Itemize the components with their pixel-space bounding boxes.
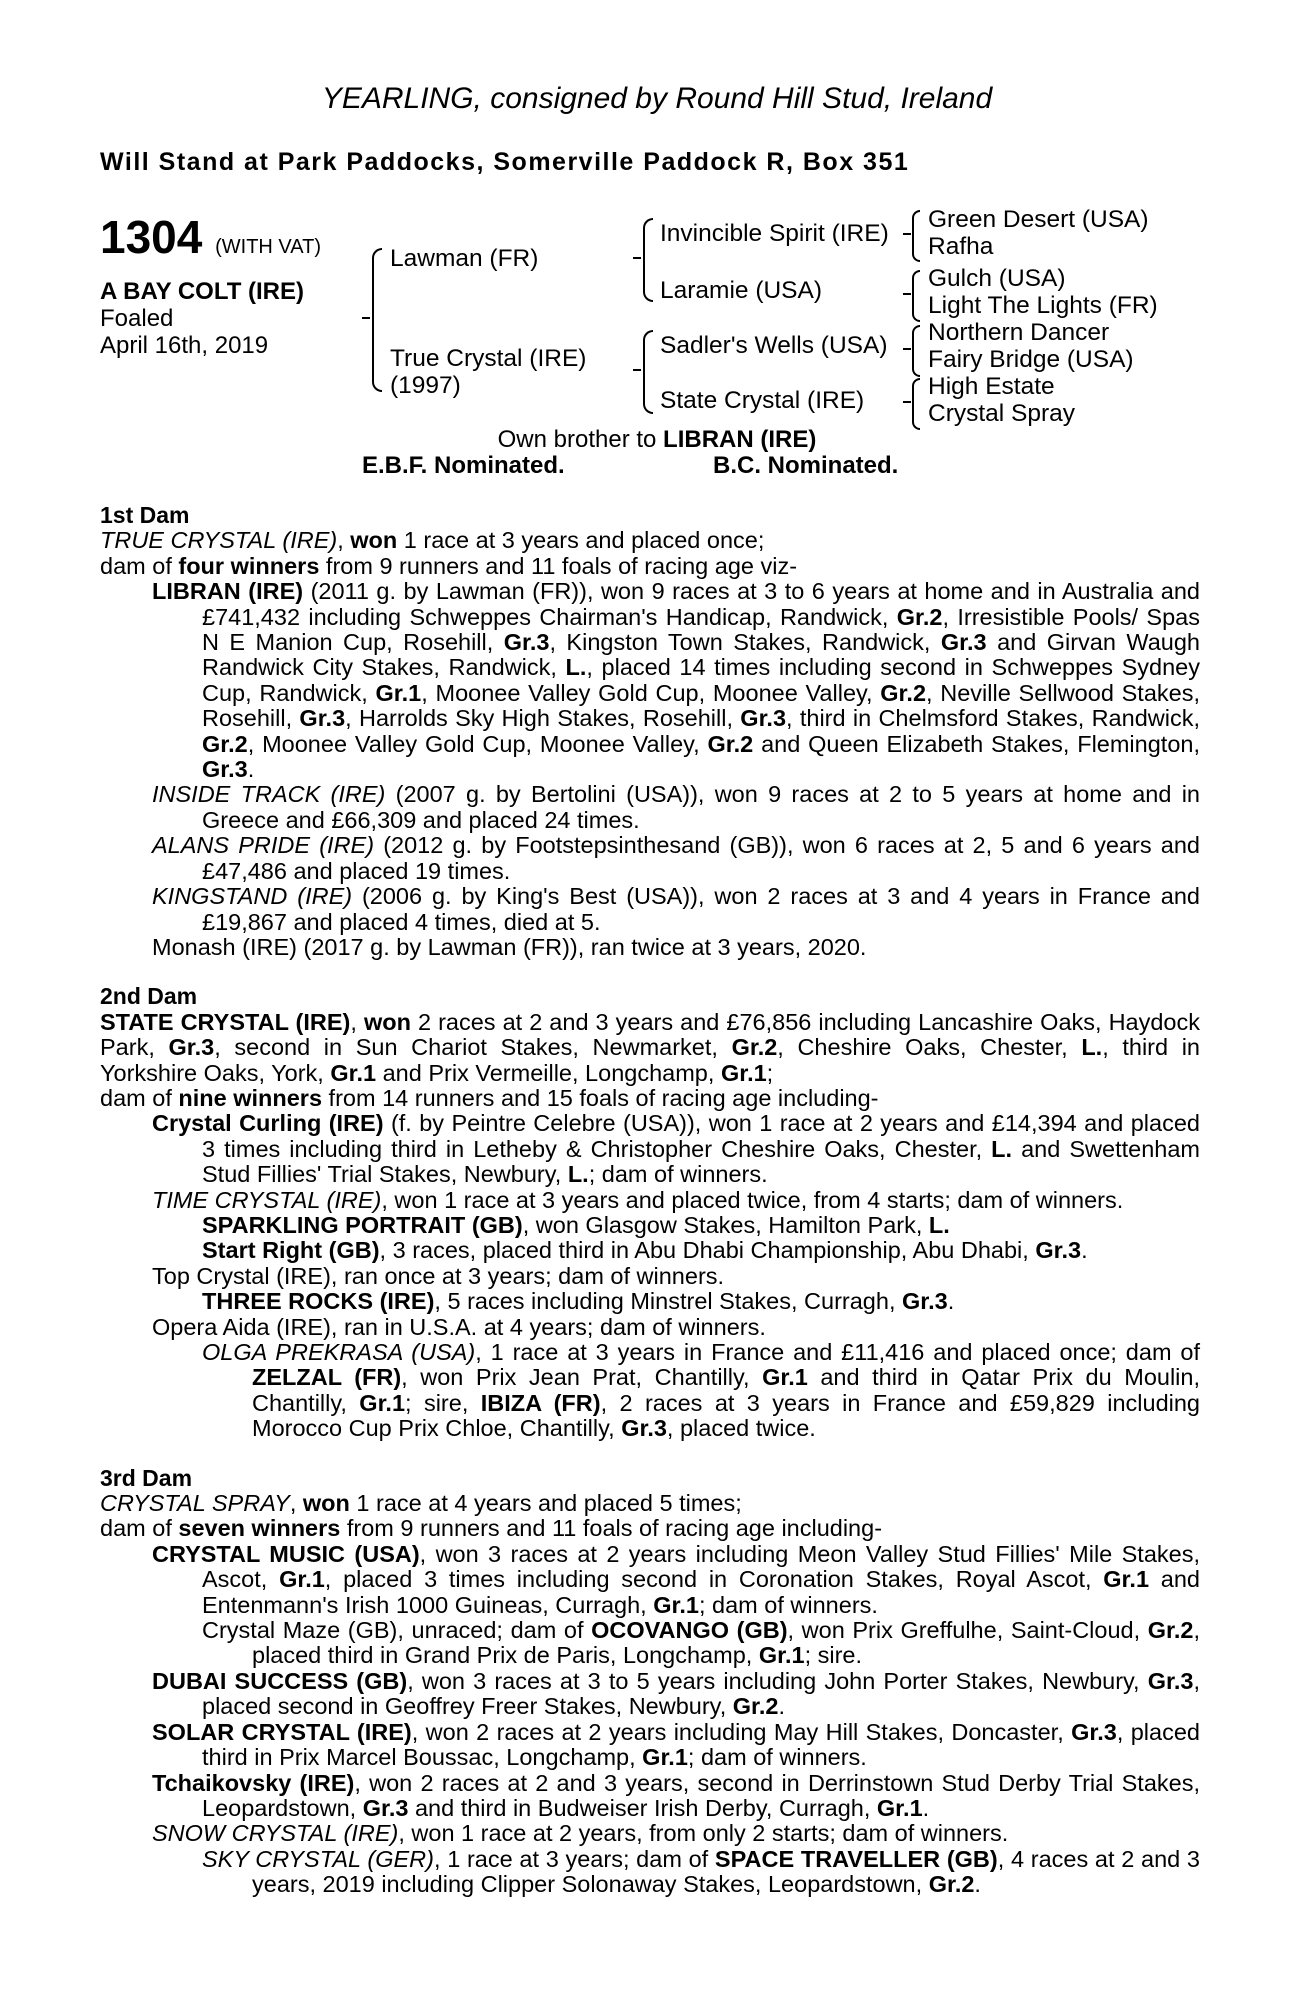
pedigree-sd-sire: Gulch (USA) <box>928 265 1066 292</box>
entry-text: 1 race at 3 years and placed once; <box>397 527 765 554</box>
pedigree-brace-ss <box>912 210 920 262</box>
entry-text: (2007 g. by Bertolini (USA)), won 9 races at 2 to 5 years at home and in Greece and £66,309 and placed 24 times. <box>202 781 1200 833</box>
entry-text: Gr.3 <box>902 1288 948 1315</box>
entry-text: Gr.1 <box>359 1389 406 1416</box>
entry-text: seven winners <box>178 1515 341 1542</box>
entry-text: L. <box>991 1135 1013 1162</box>
lot-number: 1304 <box>100 211 203 263</box>
stand-location: Will Stand at Park Paddocks, Somerville Paddock R, Box 351 <box>100 148 910 176</box>
section-entry <box>202 1289 1200 1314</box>
section-heading: 2nd Dam <box>100 983 198 1010</box>
ebf-note: E.B.F. Nominated. <box>362 452 565 479</box>
pedigree-dam: True Crystal (IRE) <box>390 345 587 372</box>
entry-text: Gr.1 <box>642 1744 688 1771</box>
entry-text: Gr.2 <box>880 679 927 706</box>
brother-prefix: Own brother to <box>497 426 657 453</box>
section-entry <box>202 1340 1200 1442</box>
foaled-label: Foaled <box>100 305 174 332</box>
entry-text: ; sire, <box>405 1389 481 1416</box>
pedigree-sire: Lawman (FR) <box>390 245 539 272</box>
pedigree-dam-year: (1997) <box>390 372 461 399</box>
entry-text: . <box>922 1794 930 1821</box>
entry-text: and third in Qatar Prix du Moulin, Chantilly, <box>252 1364 1201 1416</box>
entry-text: Gr.1 <box>330 1059 377 1086</box>
entry-text: , won 2 races at 2 years including May Hill Stakes, Doncaster, <box>411 1718 1072 1745</box>
entry-text: , 1 race at 3 years; dam of <box>433 1845 715 1872</box>
entry-text: , 1 race at 3 years in France and £11,416 and placed once; dam of <box>475 1339 1200 1365</box>
entry-text: and Entenmann's Irish 1000 Guineas, Curragh, <box>202 1566 1200 1618</box>
entry-text: SPARKLING PORTRAIT (GB) <box>202 1211 523 1238</box>
entry-text: and Prix Vermeille, Longchamp, <box>376 1059 721 1086</box>
pedigree-brace-sd <box>912 270 920 322</box>
pedigree-brace-sire <box>643 218 653 302</box>
entry-text: , 5 races including Minstrel Stakes, Curragh, <box>434 1288 902 1315</box>
entry-text: , won Prix Greffulhe, Saint-Cloud, <box>787 1617 1148 1644</box>
entry-text: , won Glasgow Stakes, Hamilton Park, <box>522 1211 929 1238</box>
entry-text: STATE CRYSTAL (IRE) <box>100 1008 351 1035</box>
entry-text: Gr.1 <box>720 1059 767 1086</box>
pedigree-brace-dam-tip <box>633 369 641 371</box>
entry-text: four winners <box>178 552 320 579</box>
entry-text: SOLAR CRYSTAL (IRE) <box>152 1718 412 1745</box>
pedigree-ss-dam: Rafha <box>928 233 994 260</box>
entry-text: ; dam of winners. <box>698 1591 878 1618</box>
pedigree-ds-sire: Northern Dancer <box>928 319 1110 346</box>
pedigree-sire-sire: Invincible Spirit (IRE) <box>660 220 889 247</box>
entry-text: ; dam of winners. <box>588 1161 768 1188</box>
entry-text: KINGSTAND (IRE) <box>152 883 353 910</box>
section-entry <box>100 1516 1200 1541</box>
entry-text: , Moonee Valley Gold Cup, Moonee Valley, <box>247 730 708 757</box>
entry-text: , placed third in Grand Prix de Paris, Longchamp, <box>252 1617 1201 1669</box>
section-entry <box>202 1213 1200 1238</box>
section-entry <box>202 1847 1200 1898</box>
entry-text: , won 1 race at 2 years, from only 2 starts; dam of winners. <box>398 1820 1009 1847</box>
brother-name: LIBRAN (IRE) <box>663 426 817 453</box>
entry-text: Gr.1 <box>758 1642 805 1669</box>
section-entry <box>152 1315 1200 1340</box>
entry-text: Gr.3 <box>1147 1667 1194 1694</box>
pedigree-brace-ds-tip <box>903 348 911 350</box>
entry-text: , won 3 races at 2 years including Meon Valley Stud Fillies' Mile Stakes, Ascot, <box>202 1540 1200 1593</box>
entry-text: Gr.3 <box>362 1794 409 1821</box>
entry-text: Gr.1 <box>876 1794 923 1821</box>
section-entry <box>152 1720 1200 1771</box>
entry-text: , 4 races at 2 and 3 years, 2019 including Clipper Solonaway Stakes, Leopardstown, <box>252 1845 1201 1898</box>
entry-text: OLGA PREKRASA (USA) <box>202 1339 476 1365</box>
section-entry <box>152 1821 1200 1846</box>
entry-text: , placed second in Geoffrey Freer Stakes, Newbury, <box>202 1667 1200 1720</box>
entry-text: won <box>302 1490 350 1517</box>
pedigree-dam-dam: State Crystal (IRE) <box>660 387 865 414</box>
entry-text: , <box>289 1490 303 1517</box>
entry-text: dam of <box>100 1084 179 1111</box>
entry-text: Gr.1 <box>375 679 422 706</box>
pedigree-dam-sire: Sadler's Wells (USA) <box>660 332 888 359</box>
section-entry <box>152 833 1200 884</box>
entry-text: SPACE TRAVELLER (GB) <box>714 1845 998 1872</box>
entry-text: Gr.1 <box>1103 1566 1150 1593</box>
entry-text: , third in Yorkshire Oaks, York, <box>100 1034 1201 1086</box>
entry-text: , second in Sun Chariot Stakes, Newmarket, <box>214 1034 732 1061</box>
entry-text: and third in Budweiser Irish Derby, Curragh, <box>408 1794 877 1821</box>
dam-section <box>100 503 1200 960</box>
entry-text: Gr.2 <box>732 1693 779 1720</box>
section-heading: 1st Dam <box>100 502 190 528</box>
entry-text: (2011 g. by Lawman (FR)), won 9 races at 3 to 6 years at home and in Australia and £741,432 including Schweppes Chairman's Handicap, Randwick, <box>202 578 1200 630</box>
entry-text: ZELZAL (FR) <box>252 1364 402 1391</box>
entry-text: (2012 g. by Footstepsinthesand (GB)), won 6 races at 2, 5 and 6 years and £47,486 and placed 19 times. <box>202 832 1200 884</box>
entry-text: Gr.3 <box>621 1415 667 1442</box>
section-entry <box>202 1238 1200 1263</box>
entry-text: (f. by Peintre Celebre (USA)), won 1 race at 2 years and £14,394 and placed 3 times including third in Letheby & Christopher Cheshire Oaks, Chester, <box>202 1110 1200 1162</box>
entry-text: Tchaikovsky (IRE) <box>152 1769 355 1796</box>
section-entry <box>152 1264 1200 1289</box>
vat-note: (WITH VAT) <box>215 236 322 258</box>
section-entry <box>100 1086 1200 1111</box>
section-entry <box>100 1010 1200 1086</box>
entry-text: ; dam of winners. <box>687 1744 867 1771</box>
entry-text: dam of <box>100 552 179 579</box>
entry-text: L. <box>1081 1034 1103 1061</box>
entry-text: won <box>350 527 398 554</box>
section-entry <box>152 1669 1200 1720</box>
section-entry <box>152 935 1200 960</box>
entry-text: SNOW CRYSTAL (IRE) <box>152 1820 399 1847</box>
entry-text: LIBRAN (IRE) <box>152 578 304 605</box>
entry-text: , third in Chelmsford Stakes, Randwick, <box>786 705 1200 732</box>
entry-text: Gr.3 <box>1035 1237 1082 1264</box>
entry-text: SKY CRYSTAL (GER) <box>202 1845 434 1872</box>
foaled-date: April 16th, 2019 <box>100 332 269 359</box>
entry-text: , <box>350 1008 364 1035</box>
entry-text: TIME CRYSTAL (IRE) <box>152 1186 382 1213</box>
entry-text: , won Prix Jean Prat, Chantilly, <box>401 1364 763 1391</box>
entry-text: ; <box>766 1059 774 1086</box>
entry-text: Gr.3 <box>740 705 787 732</box>
section-entry <box>100 528 1200 553</box>
entry-text: IBIZA (FR) <box>480 1389 601 1416</box>
entry-text: Gr.3 <box>202 756 248 783</box>
entry-text: Gr.3 <box>940 629 987 656</box>
entry-text: Gr.2 <box>707 730 754 757</box>
pedigree-brace-sd-tip <box>903 293 911 295</box>
entry-text: ; sire. <box>804 1642 863 1669</box>
section-entry <box>100 554 1200 579</box>
entry-text: Gr.3 <box>503 629 550 656</box>
entry-text: and Girvan Waugh Randwick City Stakes, Randwick, <box>202 629 1200 681</box>
dam-section <box>100 960 1200 1441</box>
pedigree-brace-main <box>372 248 382 392</box>
entry-text: nine winners <box>178 1084 323 1111</box>
pedigree-brace-main-tip <box>362 317 370 319</box>
entry-text: L. <box>928 1211 950 1238</box>
pedigree-dd-sire: High Estate <box>928 373 1055 400</box>
pedigree-brace-dd <box>912 378 920 430</box>
entry-text: , 2 races at 3 years in France and £59,829 including Morocco Cup Prix Chloe, Chantilly, <box>252 1389 1200 1442</box>
entry-text: from 9 runners and 11 foals of racing age including- <box>340 1515 883 1542</box>
section-entry <box>152 579 1200 782</box>
entry-text: , Harrolds Sky High Stakes, Rosehill, <box>345 705 741 732</box>
section-entry <box>152 782 1200 833</box>
lot-number-row <box>100 210 321 264</box>
entry-text: TRUE CRYSTAL (IRE) <box>100 527 338 554</box>
entry-text: , placed twice. <box>666 1415 816 1442</box>
entry-text: INSIDE TRACK (IRE) <box>152 781 386 808</box>
entry-text: Gr.2 <box>1147 1617 1194 1644</box>
entry-text: Gr.3 <box>168 1034 215 1061</box>
entry-text: Gr.2 <box>896 603 943 630</box>
entry-text: , Kingston Town Stakes, Randwick, <box>549 629 941 656</box>
pedigree-sd-dam: Light The Lights (FR) <box>928 292 1158 319</box>
entry-text: . <box>947 1288 955 1315</box>
entry-text: Monash (IRE) (2017 g. by Lawman (FR)), ran twice at 3 years, 2020. <box>152 933 867 960</box>
entry-text: L. <box>567 1161 589 1188</box>
pedigree-brace-dd-tip <box>903 401 911 403</box>
entry-text: Top Crystal (IRE), ran once at 3 years; dam of winners. <box>152 1262 725 1289</box>
entry-text: Gr.1 <box>653 1591 699 1618</box>
entry-text: , Cheshire Oaks, Chester, <box>777 1034 1082 1061</box>
entry-text: , 3 races, placed third in Abu Dhabi Championship, Abu Dhabi, <box>379 1237 1036 1264</box>
entry-text: . <box>1081 1237 1088 1264</box>
entry-text: THREE ROCKS (IRE) <box>202 1288 435 1315</box>
entry-text: ALANS PRIDE (IRE) <box>152 832 375 859</box>
page-title: YEARLING, consigned by Round Hill Stud, Ireland <box>321 82 993 115</box>
entry-text: dam of <box>100 1515 179 1542</box>
pedigree-brace-ss-tip <box>903 233 911 235</box>
entry-text: Start Right (GB) <box>202 1237 380 1264</box>
entry-text: 1 race at 4 years and placed 5 times; <box>349 1490 742 1517</box>
section-entry <box>152 884 1200 935</box>
entry-text: , Moonee Valley Gold Cup, Moonee Valley, <box>421 679 881 706</box>
entry-text: CRYSTAL SPRAY <box>100 1490 290 1517</box>
brother-note <box>0 426 1314 454</box>
section-entry <box>152 1542 1200 1618</box>
entry-text: L. <box>565 654 587 681</box>
section-entry <box>152 1111 1200 1187</box>
entry-text: Opera Aida (IRE), ran in U.S.A. at 4 years; dam of winners. <box>152 1313 766 1340</box>
section-entry <box>152 1188 1200 1213</box>
bc-note: B.C. Nominated. <box>713 452 899 479</box>
entry-text: Gr.3 <box>299 705 346 732</box>
entry-text: Gr.2 <box>928 1871 975 1898</box>
pedigree-brace-ds <box>912 325 920 377</box>
entry-text: DUBAI SUCCESS (GB) <box>152 1667 408 1694</box>
pedigree-ds-dam: Fairy Bridge (USA) <box>928 346 1134 373</box>
pedigree-brace-dam <box>643 330 653 414</box>
entry-text: . <box>247 756 255 783</box>
entry-text: OCOVANGO (GB) <box>591 1617 788 1644</box>
family-history <box>100 503 1200 1898</box>
dam-section <box>100 1442 1200 1898</box>
entry-text: , won 1 race at 3 years and placed twice, from 4 starts; dam of winners. <box>381 1186 1124 1213</box>
entry-text: Gr.1 <box>762 1364 808 1391</box>
entry-text: Crystal Maze (GB), unraced; dam of <box>202 1617 592 1644</box>
entry-text: from 9 runners and 11 foals of racing age viz- <box>319 552 798 579</box>
section-entry <box>202 1618 1200 1669</box>
entry-text: Crystal Curling (IRE) <box>152 1110 384 1137</box>
entry-text: Gr.3 <box>1071 1718 1117 1745</box>
entry-text: Gr.1 <box>279 1566 325 1593</box>
entry-text: (2006 g. by King's Best (USA)), won 2 races at 3 and 4 years in France and £19,867 and placed 4 times, died at 5. <box>202 883 1200 935</box>
section-entry <box>100 1491 1200 1516</box>
section-heading: 3rd Dam <box>100 1464 193 1491</box>
entry-text: and Swettenham Stud Fillies' Trial Stakes, Newbury, <box>202 1135 1200 1188</box>
entry-text: 2 races at 2 and 3 years and £76,856 including Lancashire Oaks, Haydock Park, <box>100 1008 1200 1061</box>
entry-text: Gr.2 <box>731 1034 778 1061</box>
entry-text: won <box>363 1008 411 1035</box>
entry-text: CRYSTAL MUSIC (USA) <box>152 1540 420 1567</box>
entry-text: from 14 runners and 15 foals of racing age including- <box>322 1084 879 1111</box>
pedigree-sire-dam: Laramie (USA) <box>660 277 823 304</box>
entry-text: and Queen Elizabeth Stakes, Flemington, <box>753 730 1200 757</box>
entry-text: , placed 14 times including second in Schweppes Sydney Cup, Randwick, <box>202 654 1200 706</box>
entry-text: , Neville Sellwood Stakes, Rosehill, <box>202 679 1200 732</box>
entry-text: , Irresistible Pools/ Spas N E Manion Cup, Rosehill, <box>202 603 1200 656</box>
pedigree-brace-sire-tip <box>633 257 641 259</box>
entry-text: , won 2 races at 2 and 3 years, second in Derrinstown Stud Derby Trial Stakes, Leopardstown, <box>202 1769 1200 1821</box>
entry-text: , <box>337 527 351 554</box>
entry-text: , placed 3 times including second in Coronation Stakes, Royal Ascot, <box>324 1566 1104 1593</box>
entry-text: , won 3 races at 3 to 5 years including John Porter Stakes, Newbury, <box>407 1667 1148 1694</box>
entry-text: . <box>974 1871 981 1898</box>
pedigree-dd-dam: Crystal Spray <box>928 400 1076 427</box>
section-entry <box>152 1771 1200 1822</box>
lot-name: A BAY COLT (IRE) <box>100 278 305 305</box>
entry-text: Gr.2 <box>202 730 248 757</box>
pedigree-ss-sire: Green Desert (USA) <box>928 206 1149 233</box>
entry-text: , placed third in Prix Marcel Boussac, Longchamp, <box>202 1718 1200 1771</box>
entry-text: . <box>778 1693 786 1720</box>
